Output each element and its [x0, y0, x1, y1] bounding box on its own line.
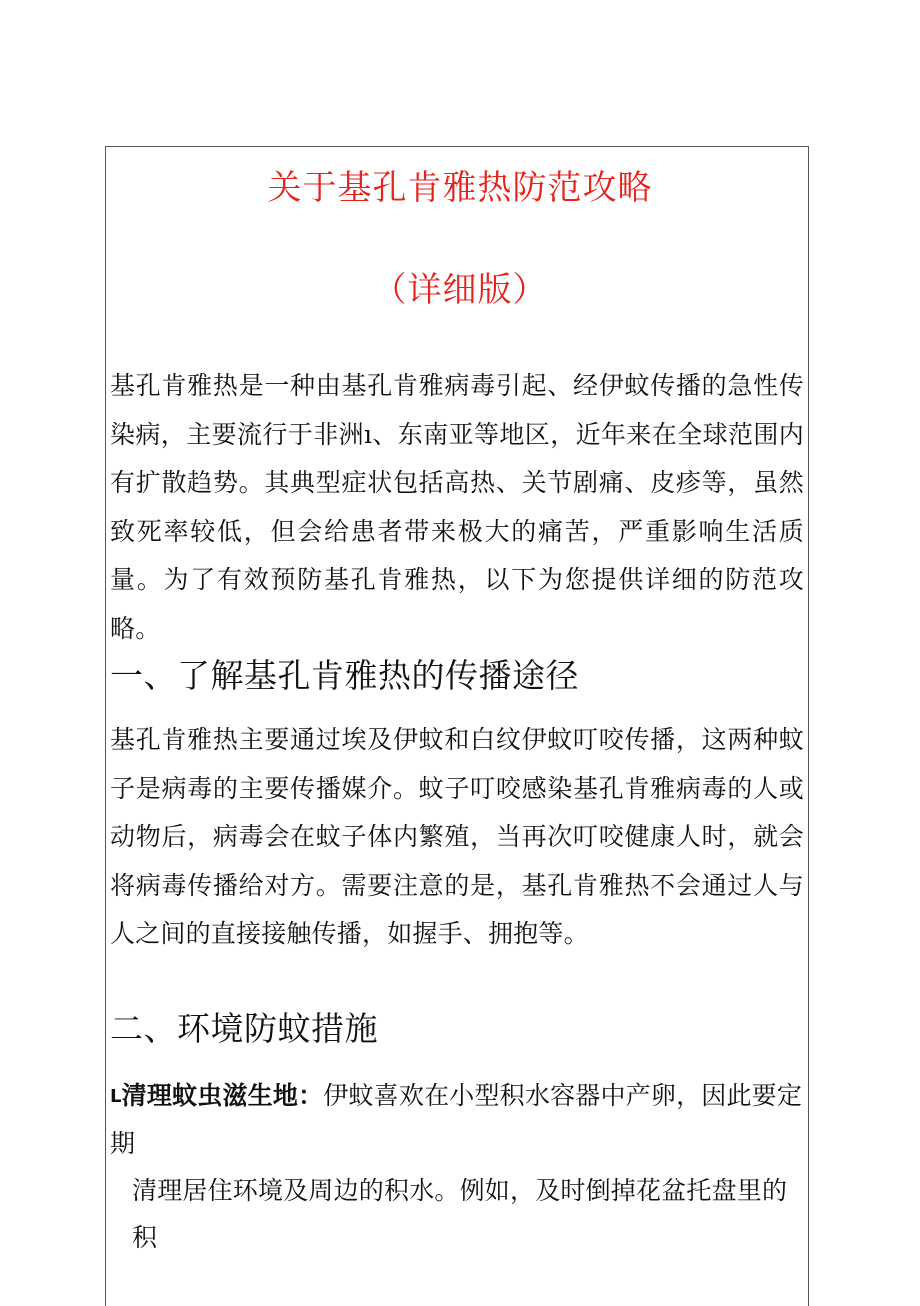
- list-item-text-line2: 清理居住环境及周边的积水。例如，及时倒掉花盆托盘里的积: [132, 1176, 788, 1252]
- document-subtitle: （详细版）: [372, 270, 548, 310]
- document-title: 关于基孔肯雅热防范攻略: [267, 168, 653, 208]
- section-heading-transmission: 一、了解基孔肯雅热的传播途径: [110, 656, 579, 695]
- intro-paragraph: 基孔肯雅热是一种由基孔肯雅病毒引起、经伊蚊传播的急性传染病，主要流行于非洲ı、东南亚等地区，近年来在全球范围内有扩散趋势。其典型症状包括高热、关节剧痛、皮疹等，虽然致死率较低，但会给患者带来极大的痛苦，严重影响生活质量。为了有效预防基孔肯雅热，以下为您提供详细的防范攻略。: [110, 371, 804, 643]
- list-item-label: 清理蚊虫滋生地：: [121, 1081, 324, 1110]
- section-body-transmission: 基孔肯雅热主要通过埃及伊蚊和白纹伊蚊叮咬传播，这两种蚊子是病毒的主要传播媒介。蚊子叮咬感染基孔肯雅病毒的人或动物后，病毒会在蚊子体内繁殖，当再次叮咬健康人时，就会将病毒传播给对方。需要注意的是，基孔肯雅热不会通过人与人之间的直接接触传播，如握手、拥抱等。: [110, 725, 804, 948]
- section-heading-environment: 二、环境防蚊措施: [110, 1009, 378, 1048]
- list-marker: L: [110, 1086, 122, 1107]
- list-item-text-line1: 伊蚊喜欢在小型积水容器中产卵，因此要定期: [110, 1081, 803, 1158]
- list-item: [110, 1072, 810, 1261]
